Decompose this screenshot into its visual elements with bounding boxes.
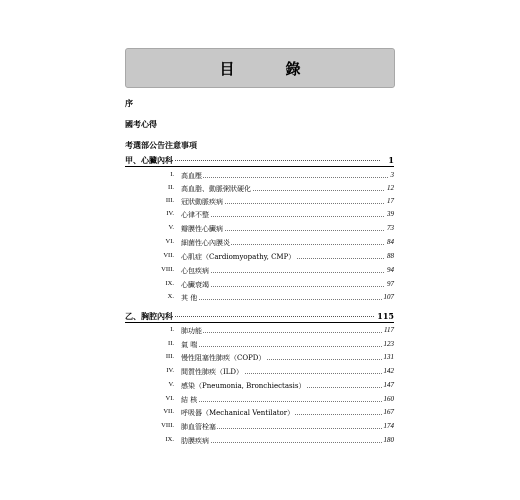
entry-title: 其 他 xyxy=(181,294,198,302)
leader-dots xyxy=(181,442,392,443)
chapter-page: 115 xyxy=(377,311,394,321)
entry-title: 肺血管栓塞 xyxy=(181,423,216,431)
entry-number: VII. xyxy=(163,408,174,415)
leader-dots xyxy=(171,160,380,161)
entry-page: 97 xyxy=(387,280,394,288)
entry-number: VIII. xyxy=(161,422,174,429)
chapter-page: 1 xyxy=(388,155,394,165)
toc-entry[interactable] xyxy=(125,183,394,194)
entry-page: 167 xyxy=(383,408,394,416)
entry-title: 肋膜疾病 xyxy=(181,437,209,445)
entry-number: VIII. xyxy=(161,266,174,273)
leader-dots xyxy=(181,216,392,217)
toc-entry[interactable] xyxy=(125,292,394,303)
entry-page: 147 xyxy=(383,381,394,389)
entry-title: 氣 喘 xyxy=(181,341,198,349)
entry-number: IV. xyxy=(166,367,174,374)
entry-title: 慢性阻塞性肺疾（COPD） xyxy=(181,354,266,362)
chapter-heading-cardiology[interactable] xyxy=(125,155,394,167)
toc-entry[interactable] xyxy=(125,170,394,181)
toc-entry[interactable] xyxy=(125,196,394,207)
entry-title: 心包疾病 xyxy=(181,267,209,275)
chapter-heading-pulmonology[interactable] xyxy=(125,311,394,323)
leader-dots xyxy=(181,332,392,333)
toc-entry[interactable] xyxy=(125,435,394,446)
entry-title: 肺功能 xyxy=(181,327,202,335)
entry-page: 107 xyxy=(383,293,394,301)
toc-entry[interactable] xyxy=(125,407,394,418)
leader-dots xyxy=(181,286,392,287)
toc-entry[interactable] xyxy=(125,251,394,262)
entry-number: X. xyxy=(167,293,174,300)
entry-title: 間質性肺疾（ILD） xyxy=(181,368,244,376)
toc-title-banner xyxy=(125,48,395,88)
entry-number: VI. xyxy=(165,395,174,402)
toc-entry[interactable] xyxy=(125,265,394,276)
entry-title: 高血壓 xyxy=(181,172,202,180)
toc-entry[interactable] xyxy=(125,279,394,290)
entry-number: I. xyxy=(170,171,174,178)
leader-dots xyxy=(181,177,392,178)
front-matter-preface[interactable]: 序 xyxy=(125,98,133,108)
toc-entry[interactable] xyxy=(125,366,394,377)
entry-page: 123 xyxy=(383,340,394,348)
entry-page: 39 xyxy=(387,210,394,218)
entry-page: 73 xyxy=(387,224,394,232)
entry-title: 心肌症（Cardiomyopathy, CMP） xyxy=(181,253,296,261)
entry-number: II. xyxy=(168,340,174,347)
entry-page: 17 xyxy=(387,197,394,205)
entry-title: 呼吸器（Mechanical Ventilator） xyxy=(181,409,295,417)
toc-entry[interactable] xyxy=(125,209,394,220)
entry-page: 131 xyxy=(383,353,394,361)
entry-page: 117 xyxy=(384,326,394,334)
entry-page: 180 xyxy=(383,436,394,444)
front-matter-announcement[interactable]: 考選部公告注意事項 xyxy=(125,140,197,150)
toc-entry[interactable] xyxy=(125,352,394,363)
chapter-rule xyxy=(125,166,394,167)
entry-title: 心律不整 xyxy=(181,211,209,219)
leader-dots xyxy=(171,316,376,317)
chapter-rule xyxy=(125,322,394,323)
toc-entry[interactable] xyxy=(125,325,394,336)
toc-title: 目 錄 xyxy=(219,59,319,78)
entry-number: V. xyxy=(168,381,174,388)
entry-title: 細菌性心內膜炎 xyxy=(181,239,230,247)
chapter-title: 乙、胸腔內科 xyxy=(125,311,173,321)
entry-page: 174 xyxy=(383,422,394,430)
entry-title: 冠狀動脈疾病 xyxy=(181,198,223,206)
entry-number: VI. xyxy=(165,238,174,245)
leader-dots xyxy=(181,299,392,300)
entry-page: 84 xyxy=(387,238,394,246)
leader-dots xyxy=(181,401,392,402)
entry-number: III. xyxy=(165,197,174,204)
toc-entry[interactable] xyxy=(125,237,394,248)
toc-entry[interactable] xyxy=(125,394,394,405)
entry-page: 160 xyxy=(383,395,394,403)
entry-page: 88 xyxy=(387,252,394,260)
entry-page: 142 xyxy=(383,367,394,375)
front-matter-exam-notes[interactable]: 國考心得 xyxy=(125,119,157,129)
entry-number: II. xyxy=(168,184,174,191)
toc-entry[interactable] xyxy=(125,380,394,391)
entry-title: 瓣膜性心臟病 xyxy=(181,225,223,233)
toc-entry[interactable] xyxy=(125,421,394,432)
entry-page: 3 xyxy=(390,171,394,179)
entry-number: IV. xyxy=(166,210,174,217)
entry-number: VII. xyxy=(163,252,174,259)
entry-number: V. xyxy=(168,224,174,231)
entry-page: 12 xyxy=(387,184,394,192)
entry-title: 高血脂、動脈粥狀硬化 xyxy=(181,185,251,193)
entry-number: I. xyxy=(170,326,174,333)
entry-number: IX. xyxy=(165,280,174,287)
entry-number: IX. xyxy=(165,436,174,443)
toc-entry[interactable] xyxy=(125,339,394,350)
entry-title: 感染（Pneumonia, Bronchiectasis） xyxy=(181,382,306,390)
entry-title: 心臟衰竭 xyxy=(181,281,209,289)
entry-number: III. xyxy=(165,353,174,360)
chapter-title: 甲、心臟內科 xyxy=(125,155,173,165)
entry-page: 94 xyxy=(387,266,394,274)
leader-dots xyxy=(181,346,392,347)
leader-dots xyxy=(181,272,392,273)
toc-entry[interactable] xyxy=(125,223,394,234)
entry-title: 結 核 xyxy=(181,396,198,404)
